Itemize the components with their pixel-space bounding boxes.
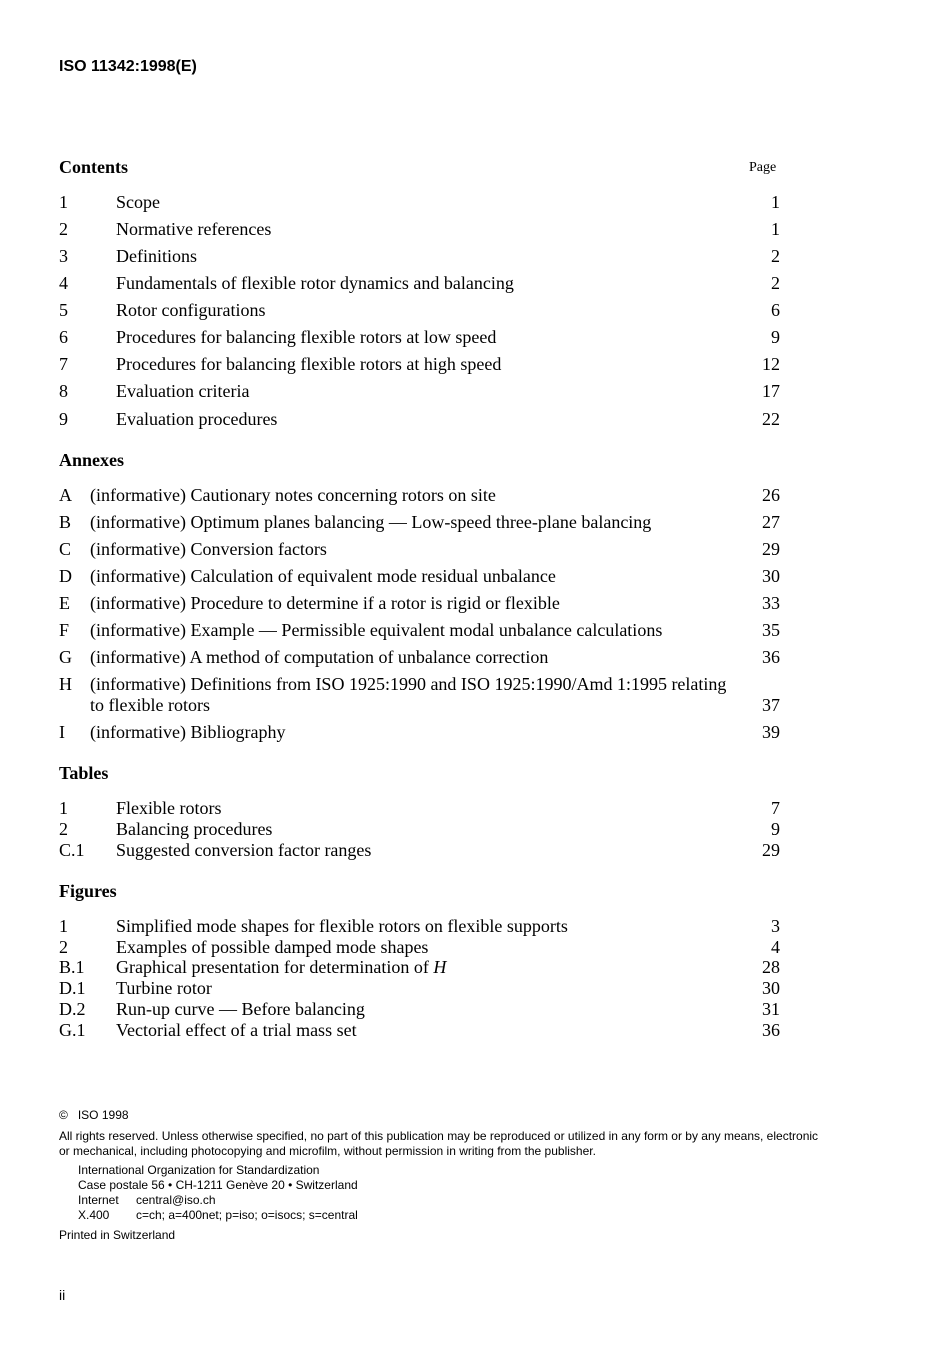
annex-title: (informative) A method of computation of unbalance correction [90, 647, 549, 667]
figure-title: Graphical presentation for determination of [116, 957, 429, 977]
annex-letter: H [59, 674, 72, 694]
annex-title: (informative) Bibliography [90, 722, 286, 742]
clause-page: 9 [771, 327, 780, 347]
figure-page: 4 [771, 937, 780, 957]
annex-title: (informative) Example — Permissible equivalent modal unbalance calculations [90, 620, 663, 640]
contents-heading: Contents [59, 157, 129, 177]
organization-name: International Organization for Standardization [78, 1163, 320, 1177]
table-page: 29 [762, 840, 780, 860]
figure-number: 1 [59, 916, 68, 936]
clause-number: 9 [59, 409, 68, 429]
figure-page: 36 [762, 1020, 780, 1040]
table-number: C.1 [59, 840, 85, 860]
postal-address: Case postale 56 • CH-1211 Genève 20 • Switzerland [78, 1178, 358, 1192]
page-number: ii [59, 1287, 66, 1303]
annex-letter: G [59, 647, 72, 667]
clause-number: 4 [59, 273, 68, 293]
table-page: 9 [771, 819, 780, 839]
figure-title: Vectorial effect of a trial mass set [116, 1020, 357, 1040]
clause-title: Evaluation criteria [116, 381, 250, 401]
figure-title: Turbine rotor [116, 978, 212, 998]
table-title: Balancing procedures [116, 819, 273, 839]
rights-statement-line2: or mechanical, including photocopying and microfilm, without permission in writing from the publisher. [59, 1144, 596, 1158]
annex-title: (informative) Calculation of equivalent mode residual unbalance [90, 566, 556, 586]
annex-letter: E [59, 593, 70, 613]
annex-title-continuation: to flexible rotors [90, 695, 210, 715]
clause-number: 7 [59, 354, 68, 374]
annexes-heading: Annexes [59, 450, 125, 470]
clause-title: Procedures for balancing flexible rotors at low speed [116, 327, 497, 347]
tables-heading: Tables [59, 763, 109, 783]
annex-title: (informative) Cautionary notes concerning rotors on site [90, 485, 496, 505]
figure-page: 30 [762, 978, 780, 998]
clause-page: 12 [762, 354, 780, 374]
annex-letter: I [59, 722, 65, 742]
document-id: ISO 11342:1998(E) [59, 58, 197, 75]
figure-title: Examples of possible damped mode shapes [116, 937, 429, 957]
annex-letter: C [59, 539, 72, 559]
annex-page: 27 [762, 512, 780, 532]
clause-title: Scope [116, 192, 160, 212]
annex-letter: A [59, 485, 72, 505]
figure-page: 31 [762, 999, 780, 1019]
clause-title: Evaluation procedures [116, 409, 278, 429]
clause-title: Fundamentals of flexible rotor dynamics and balancing [116, 273, 514, 293]
page-column-label: Page [749, 160, 777, 175]
table-number: 1 [59, 798, 68, 818]
clause-number: 5 [59, 300, 68, 320]
annex-title: (informative) Conversion factors [90, 539, 327, 559]
clause-page: 1 [771, 192, 780, 212]
figure-title-wrap [116, 957, 446, 978]
toc-annex-row [59, 674, 780, 716]
annex-title: (informative) Definitions from ISO 1925:1990 and ISO 1925:1990/Amd 1:1995 relating [90, 674, 727, 694]
figure-page: 3 [771, 916, 780, 936]
annex-letter: D [59, 566, 72, 586]
internet-email: central@iso.ch [136, 1193, 216, 1207]
figure-number: G.1 [59, 1020, 86, 1040]
figure-title: Run-up curve — Before balancing [116, 999, 365, 1019]
copyright-notice: © ISO 1998 [59, 1108, 129, 1122]
figure-title-variable: H [433, 957, 447, 977]
annex-page: 33 [762, 593, 780, 613]
annex-page: 35 [762, 620, 780, 640]
clause-title: Procedures for balancing flexible rotors at high speed [116, 354, 502, 374]
annex-page: 36 [762, 647, 780, 667]
clause-page: 6 [771, 300, 780, 320]
figures-heading: Figures [59, 881, 117, 901]
clause-number: 2 [59, 219, 68, 239]
x400-label: X.400 [78, 1208, 110, 1222]
annex-title: (informative) Optimum planes balancing — Low-speed three-plane balancing [90, 512, 652, 532]
clause-number: 1 [59, 192, 68, 212]
rights-statement-line1: All rights reserved. Unless otherwise specified, no part of this publication may be reproduced or utilized in any form or by any means, electronic [59, 1129, 819, 1143]
clause-number: 6 [59, 327, 68, 347]
clause-title: Definitions [116, 246, 197, 266]
annex-letter: F [59, 620, 70, 640]
annex-letter: B [59, 512, 72, 532]
table-number: 2 [59, 819, 68, 839]
clause-title: Normative references [116, 219, 272, 239]
figure-title: Simplified mode shapes for flexible rotors on flexible supports [116, 916, 568, 936]
figure-number: D.1 [59, 978, 86, 998]
figure-page: 28 [762, 957, 780, 977]
table-page: 7 [771, 798, 780, 818]
figure-number: B.1 [59, 957, 85, 977]
annex-title: (informative) Procedure to determine if a rotor is rigid or flexible [90, 593, 560, 613]
printed-location: Printed in Switzerland [59, 1228, 176, 1242]
annex-page: 30 [762, 566, 780, 586]
clause-number: 8 [59, 381, 68, 401]
internet-label: Internet [78, 1193, 119, 1207]
annex-page: 29 [762, 539, 780, 559]
clause-title: Rotor configurations [116, 300, 266, 320]
figure-number: D.2 [59, 999, 86, 1019]
annex-page: 39 [762, 722, 780, 742]
table-title: Suggested conversion factor ranges [116, 840, 372, 860]
annex-page: 37 [762, 695, 780, 715]
clause-page: 1 [771, 219, 780, 239]
clause-page: 2 [771, 246, 780, 266]
x400-address: c=ch; a=400net; p=iso; o=isocs; s=central [136, 1208, 358, 1222]
clause-page: 17 [762, 381, 780, 401]
annex-page: 26 [762, 485, 780, 505]
clause-number: 3 [59, 246, 68, 266]
figure-number: 2 [59, 937, 68, 957]
table-title: Flexible rotors [116, 798, 222, 818]
clause-page: 22 [762, 409, 780, 429]
clause-page: 2 [771, 273, 780, 293]
